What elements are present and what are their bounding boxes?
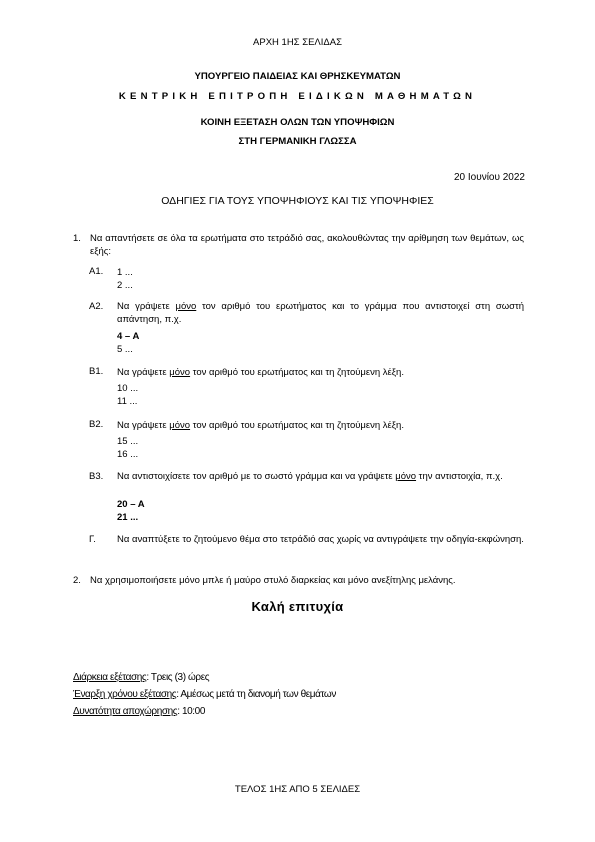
answer-example: 15 ... — [117, 436, 139, 447]
info-value: : Τρεις (3) ώρες — [146, 672, 210, 683]
section-a2-label: Α2. — [89, 301, 104, 312]
answer-example: 10 ... — [117, 383, 139, 394]
item-2-text: Να χρησιμοποιήσετε μόνο μπλε ή μαύρο στυλό διαρκείας και μόνο ανεξίτηλης μελάνης. — [90, 575, 456, 586]
section-b2-label: Β2. — [89, 419, 104, 430]
exam-start — [73, 686, 336, 703]
exam-title-line1: ΚΟΙΝΗ ΕΞΕΤΑΣΗ ΟΛΩΝ ΤΩΝ ΥΠΟΨΗΦΙΩΝ — [200, 117, 395, 128]
section-b2-text — [117, 419, 404, 432]
text-part: τον αριθμό του ερωτήματος και τη ζητούμενη λέξη. — [190, 367, 404, 378]
text-part: Να γράψετε — [117, 301, 176, 312]
info-value: : 10:00 — [177, 706, 205, 717]
text-part: την αντιστοιχία, π.χ. — [416, 471, 503, 482]
section-b2-answers — [117, 435, 138, 461]
text-part: Να αντιστοιχίσετε τον αριθμό με το σωστό γράμμα και να γράψετε — [117, 471, 396, 482]
good-luck: Καλή επιτυχία — [251, 599, 344, 614]
section-b1-answers — [117, 382, 138, 408]
section-b1-label: Β1. — [89, 366, 104, 377]
info-label: Διάρκεια εξέτασης — [73, 672, 147, 683]
section-a1-answers — [117, 266, 133, 292]
section-b3-answers — [117, 498, 145, 524]
exam-duration — [73, 669, 336, 686]
exam-title-line2: ΣΤΗ ΓΕΡΜΑΝΙΚΗ ΓΛΩΣΣΑ — [238, 136, 357, 147]
item-1-number: 1. — [73, 233, 81, 244]
section-b3-text — [117, 470, 524, 483]
instructions-title: ΟΔΗΓΙΕΣ ΓΙΑ ΤΟΥΣ ΥΠΟΨΗΦΙΟΥΣ ΚΑΙ ΤΙΣ ΥΠΟΨΗΦΙΕΣ — [161, 195, 434, 207]
section-g-text: Να αναπτύξετε το ζητούμενο θέμα στο τετράδιό σας χωρίς να αντιγράψετε την οδηγία-εκφώνηση. — [117, 534, 524, 545]
exam-info-block — [73, 669, 336, 720]
section-a2-answers — [117, 330, 139, 356]
answer-example: 20 – A — [117, 499, 145, 510]
emphasis-only: μόνο — [175, 301, 197, 312]
answer-example: 1 ... — [117, 267, 133, 278]
answer-example: 16 ... — [117, 449, 139, 460]
answer-example: 21 ... — [117, 512, 139, 523]
item-2-number: 2. — [73, 575, 81, 586]
ministry-title: ΥΠΟΥΡΓΕΙΟ ΠΑΙΔΕΙΑΣ ΚΑΙ ΘΡΗΣΚΕΥΜΑΤΩΝ — [194, 71, 401, 82]
exam-date: 20 Ιουνίου 2022 — [454, 172, 525, 183]
text-part: τον αριθμό του ερωτήματος και τη ζητούμενη λέξη. — [190, 420, 404, 431]
info-value: : Αμέσως μετά τη διανομή των θεμάτων — [176, 689, 336, 700]
emphasis-only: μόνο — [169, 367, 191, 378]
exam-leave-time — [73, 703, 336, 720]
info-label: Δυνατότητα αποχώρησης — [73, 706, 178, 717]
section-b3-label: Β3. — [89, 471, 104, 482]
emphasis-only: μόνο — [395, 471, 417, 482]
info-label: Έναρξη χρόνου εξέτασης — [73, 689, 177, 700]
page-header: ΑΡΧΗ 1ΗΣ ΣΕΛΙΔΑΣ — [253, 37, 342, 48]
answer-example: 5 ... — [117, 344, 133, 355]
committee-title: ΚΕΝΤΡΙΚΗ ΕΠΙΤΡΟΠΗ ΕΙΔΙΚΩΝ ΜΑΘΗΜΑΤΩΝ — [118, 91, 477, 102]
item-1-text: Να απαντήσετε σε όλα τα ερωτήματα στο τετράδιό σας, ακολουθώντας την αρίθμηση των θεμάτων, ως εξής: — [90, 233, 524, 257]
answer-example: 11 ... — [117, 396, 138, 407]
section-a1-label: Α1. — [89, 266, 104, 277]
emphasis-only: μόνο — [169, 420, 191, 431]
section-g-label: Γ. — [89, 534, 96, 545]
section-b1-text — [117, 366, 404, 379]
answer-example: 4 – A — [117, 331, 140, 342]
text-part: Να γράψετε — [117, 420, 170, 431]
text-part: τον αριθμό του ερωτήματος και το γράμμα που αντιστοιχεί στη σωστή απάντηση, π.χ. — [117, 301, 525, 325]
page-footer: ΤΕΛΟΣ 1ΗΣ ΑΠΟ 5 ΣΕΛΙΔΕΣ — [234, 784, 361, 795]
text-part: Να γράψετε — [117, 367, 170, 378]
answer-example: 2 ... — [117, 280, 133, 291]
section-a2-text — [117, 300, 524, 326]
